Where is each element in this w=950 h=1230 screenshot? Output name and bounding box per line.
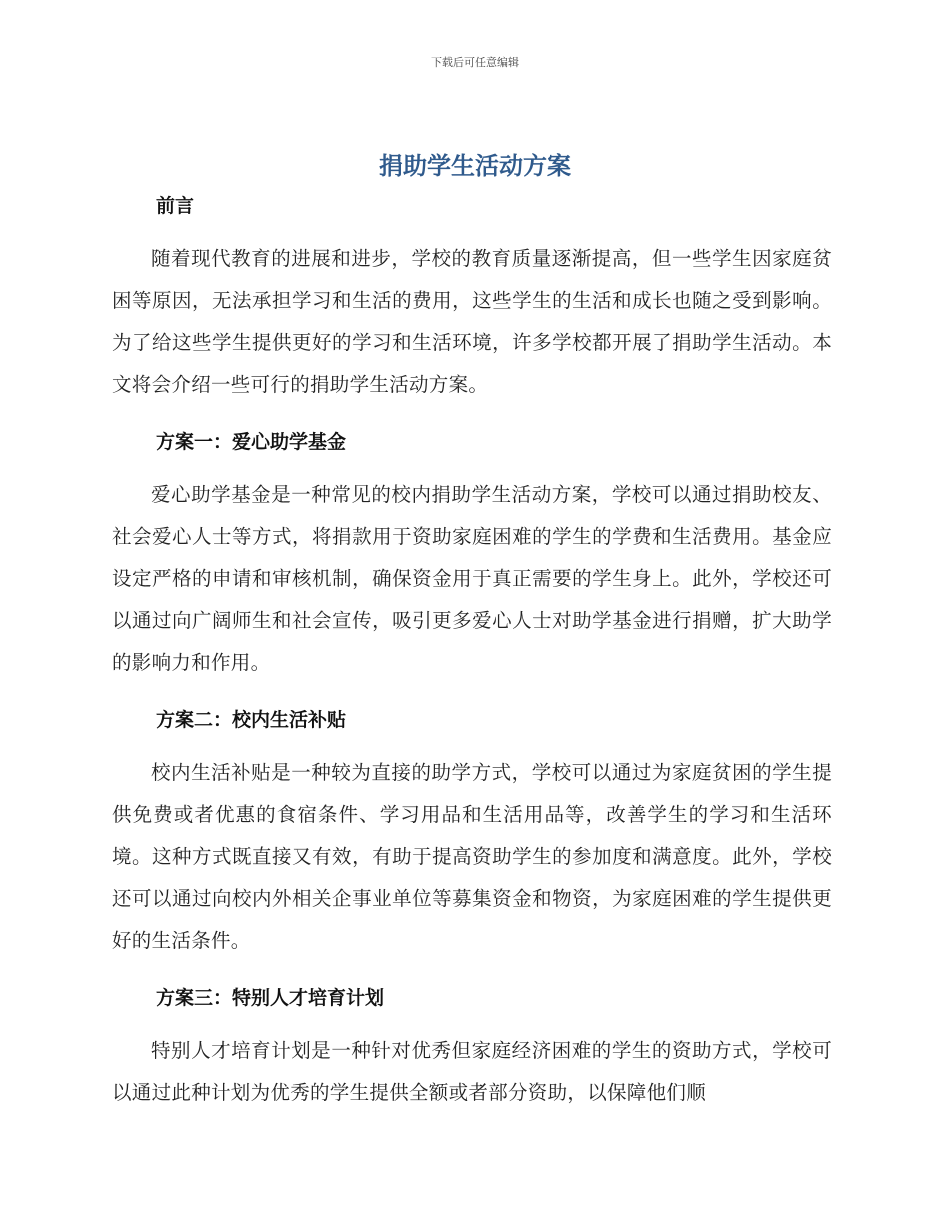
section-preface [112, 188, 832, 406]
document-title: 捐助学生活动方案 [379, 152, 571, 180]
section-heading: 方案一：爱心助学基金 [156, 431, 347, 453]
section-plan-3 [112, 980, 832, 1114]
section-paragraph: 特别人才培育计划是一种针对优秀但家庭经济困难的学生的资助方式，学校可以通过此种计划为优秀的学生提供全额或者部分资助，以保障他们顺 [112, 1039, 832, 1104]
section-plan-1 [112, 424, 832, 684]
section-heading: 方案三：特别人才培育计划 [156, 987, 385, 1009]
section-paragraph: 爱心助学基金是一种常见的校内捐助学生活动方案，学校可以通过捐助校友、社会爱心人士等方式，将捐款用于资助家庭困难的学生的学费和生活费用。基金应设定严格的申请和审核机制，确保资金用于真正需要的学生身上。此外，学校还可以通过向广阔师生和社会宣传，吸引更多爱心人士对助学基金进行捐赠，扩大助学的影响力和作用。 [112, 483, 832, 674]
section-plan-2 [112, 702, 832, 962]
section-paragraph: 随着现代教育的进展和进步，学校的教育质量逐渐提高，但一些学生因家庭贫困等原因，无法承担学习和生活的费用，这些学生的生活和成长也随之受到影响。为了给这些学生提供更好的学习和生活环境，许多学校都开展了捐助学生活动。本文将会介绍一些可行的捐助学生活动方案。 [112, 247, 832, 396]
section-paragraph: 校内生活补贴是一种较为直接的助学方式，学校可以通过为家庭贫困的学生提供免费或者优惠的食宿条件、学习用品和生活用品等，改善学生的学习和生活环境。这种方式既直接又有效，有助于提高资助学生的参加度和满意度。此外，学校还可以通过向校内外相关企事业单位等募集资金和物资，为家庭困难的学生提供更好的生活条件。 [112, 761, 832, 952]
header-note: 下载后可任意编辑 [431, 56, 519, 69]
section-heading: 前言 [156, 195, 195, 217]
section-heading: 方案二：校内生活补贴 [156, 709, 347, 731]
document-body [112, 188, 832, 1132]
